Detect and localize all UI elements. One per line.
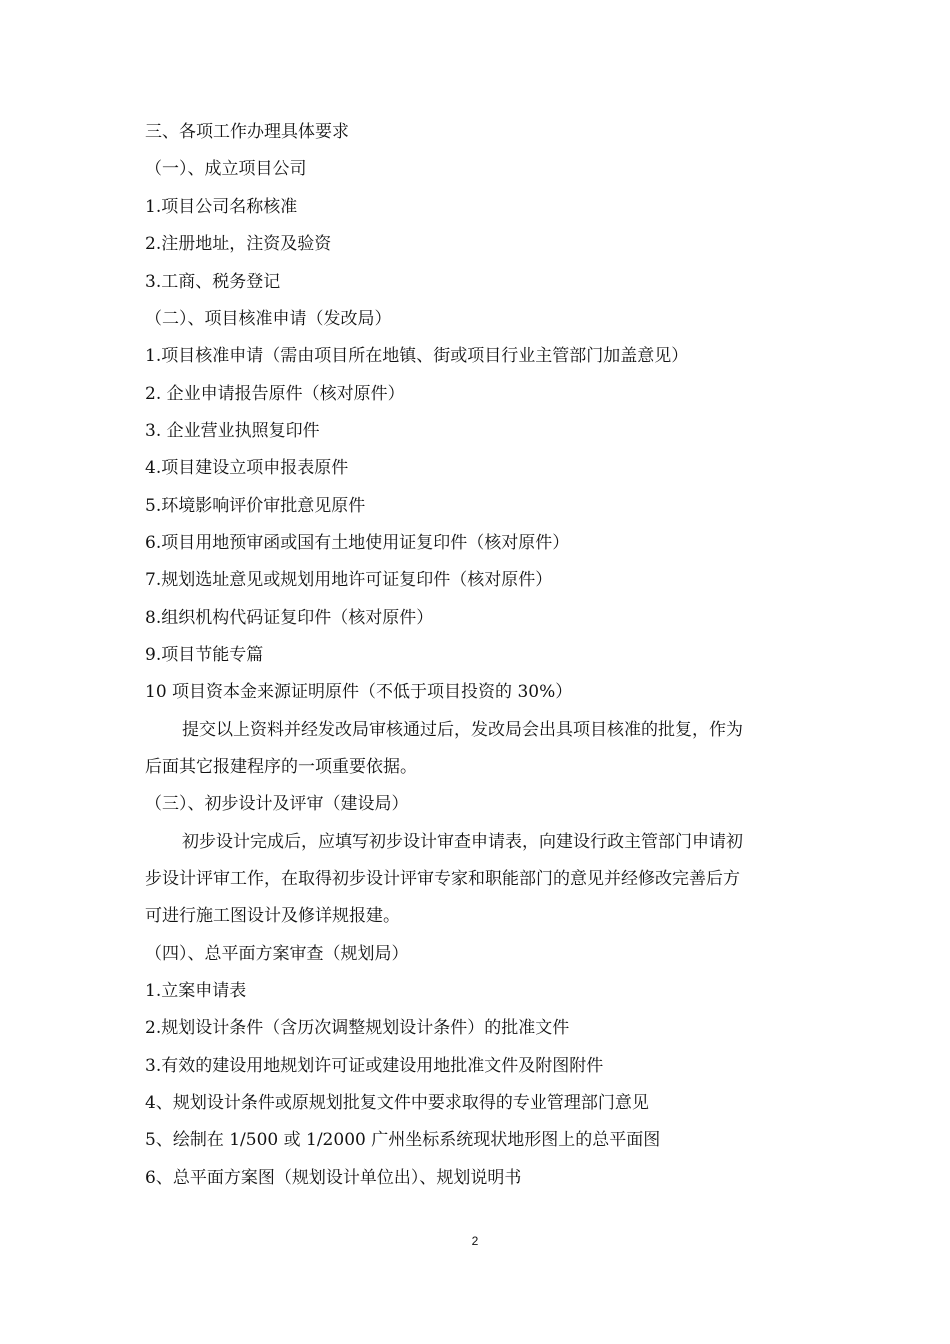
paragraph-line: 可进行施工图设计及修详规报建。 — [145, 906, 400, 926]
list-item: 2.规划设计条件（含历次调整规划设计条件）的批准文件 — [145, 1018, 570, 1038]
list-item: 8.组织机构代码证复印件（核对原件） — [145, 608, 434, 628]
list-item: 3.有效的建设用地规划许可证或建设用地批准文件及附图附件 — [145, 1056, 604, 1076]
section-heading: 三、各项工作办理具体要求 — [145, 122, 349, 142]
list-item: 3.工商、税务登记 — [145, 272, 281, 292]
subsection-heading: （一）、成立项目公司 — [145, 159, 307, 179]
paragraph-line: 提交以上资料并经发改局审核通过后，发改局会出具项目核准的批复，作为 — [182, 720, 743, 740]
list-item: 4、规划设计条件或原规划批复文件中要求取得的专业管理部门意见 — [145, 1093, 649, 1113]
subsection-heading: （三）、初步设计及评审（建设局） — [145, 794, 409, 814]
list-item: 10 项目资本金来源证明原件（不低于项目投资的 30%） — [145, 682, 573, 702]
page-number: 2 — [471, 1234, 479, 1248]
list-item: 2.注册地址，注资及验资 — [145, 234, 332, 254]
list-item: 3. 企业营业执照复印件 — [145, 421, 320, 441]
subsection-heading: （四）、总平面方案审查（规划局） — [145, 944, 409, 964]
list-item: 1.立案申请表 — [145, 981, 247, 1001]
paragraph-line: 后面其它报建程序的一项重要依据。 — [145, 757, 417, 777]
list-item: 7.规划选址意见或规划用地许可证复印件（核对原件） — [145, 570, 553, 590]
paragraph-line: 初步设计完成后，应填写初步设计审查申请表，向建设行政主管部门申请初 — [182, 832, 743, 852]
list-item: 5、绘制在 1/500 或 1/2000 广州坐标系统现状地形图上的总平面图 — [145, 1130, 661, 1150]
list-item: 6、总平面方案图（规划设计单位出）、规划说明书 — [145, 1168, 522, 1188]
list-item: 5.环境影响评价审批意见原件 — [145, 496, 366, 516]
paragraph-line: 步设计评审工作，在取得初步设计评审专家和职能部门的意见并经修改完善后方 — [145, 869, 740, 889]
list-item: 1.项目核准申请（需由项目所在地镇、街或项目行业主管部门加盖意见） — [145, 346, 689, 366]
list-item: 6.项目用地预审函或国有土地使用证复印件（核对原件） — [145, 533, 570, 553]
subsection-heading: （二）、项目核准申请（发改局） — [145, 309, 392, 329]
list-item: 4.项目建设立项申报表原件 — [145, 458, 349, 478]
list-item: 9.项目节能专篇 — [145, 645, 264, 665]
list-item: 2. 企业申请报告原件（核对原件） — [145, 384, 405, 404]
list-item: 1.项目公司名称核准 — [145, 197, 298, 217]
